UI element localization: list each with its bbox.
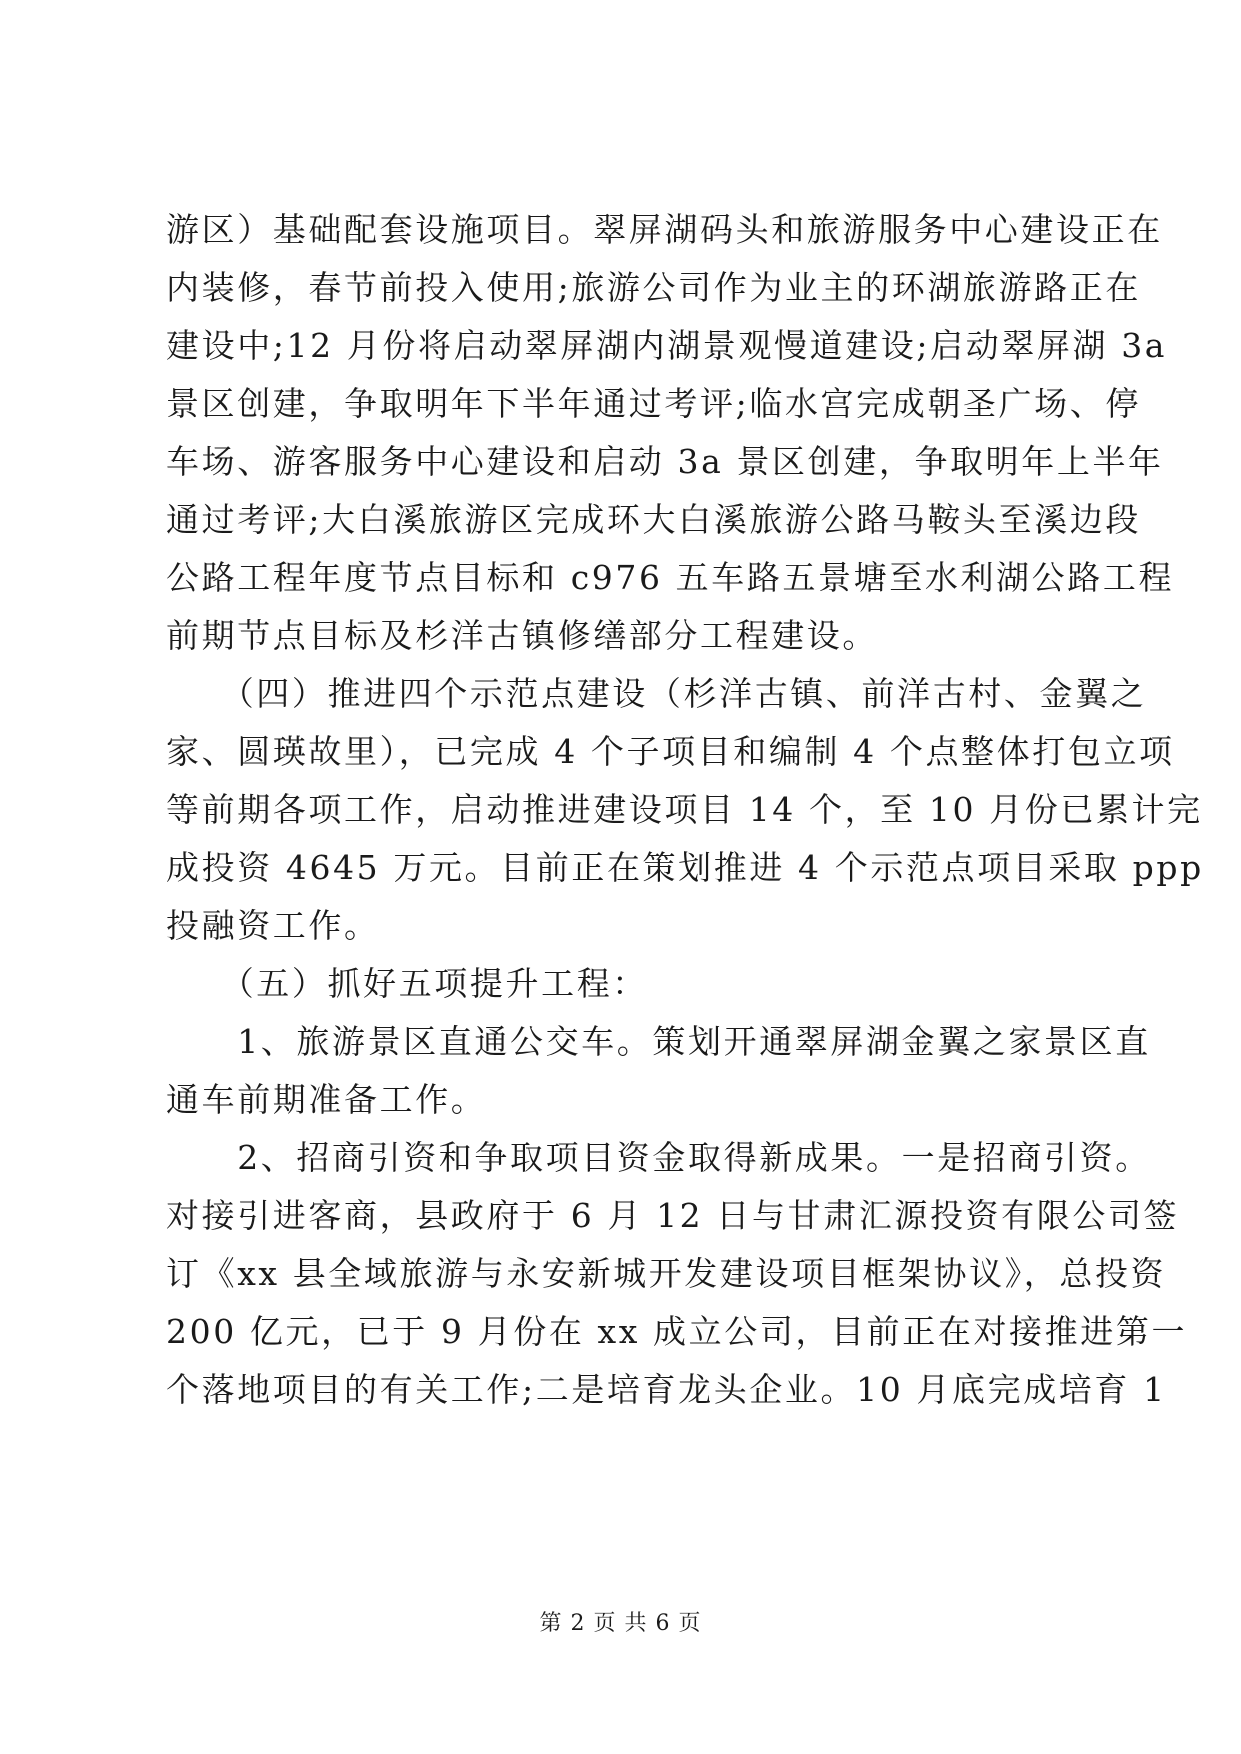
text-line: 景区创建，争取明年下半年通过考评;临水宫完成朝圣广场、停 [166, 384, 1141, 423]
text-line: 投融资工作。 [166, 906, 380, 945]
page-number-footer: 第 2 页 共 6 页 [539, 1611, 702, 1636]
text-line: 游区）基础配套设施项目。翠屏湖码头和旅游服务中心建设正在 [166, 210, 1163, 249]
section-heading: （五）抓好五项提升工程： [166, 964, 648, 1003]
text-line: 2、招商引资和争取项目资金取得新成果。一是招商引资。 [166, 1138, 1151, 1177]
text-line: 通过考评;大白溪旅游区完成环大白溪旅游公路马鞍头至溪边段 [166, 500, 1141, 539]
text-line: 内装修，春节前投入使用;旅游公司作为业主的环湖旅游路正在 [166, 268, 1141, 307]
text-line: 前期节点目标及杉洋古镇修缮部分工程建设。 [166, 616, 878, 655]
text-line: （四）推进四个示范点建设（杉洋古镇、前洋古村、金翼之 [166, 674, 1147, 713]
text-line: 订《xx 县全域旅游与永安新城开发建设项目框架协议》，总投资 [166, 1254, 1167, 1293]
text-line: 车场、游客服务中心建设和启动 3a 景区创建，争取明年上半年 [166, 442, 1164, 481]
text-line: 200 亿元，已于 9 月份在 xx 成立公司，目前正在对接推进第一 [166, 1312, 1188, 1351]
text-line: 1、旅游景区直通公交车。策划开通翠屏湖金翼之家景区直 [166, 1022, 1151, 1061]
text-line: 个落地项目的有关工作;二是培育龙头企业。10 月底完成培育 1 [166, 1370, 1167, 1409]
text-line: 等前期各项工作，启动推进建设项目 14 个，至 10 月份已累计完 [166, 790, 1203, 829]
text-line: 成投资 4645 万元。目前正在策划推进 4 个示范点项目采取 ppp [166, 848, 1204, 887]
text-line: 家、圆瑛故里），已完成 4 个子项目和编制 4 个点整体打包立项 [166, 732, 1175, 771]
text-line: 建设中;12 月份将启动翠屏湖内湖景观慢道建设;启动翠屏湖 3a [166, 326, 1168, 365]
text-line: 通车前期准备工作。 [166, 1080, 487, 1119]
text-line: 对接引进客商，县政府于 6 月 12 日与甘肃汇源投资有限公司签 [166, 1196, 1180, 1235]
text-line: 公路工程年度节点目标和 c976 五车路五景塘至水利湖公路工程 [166, 558, 1175, 597]
